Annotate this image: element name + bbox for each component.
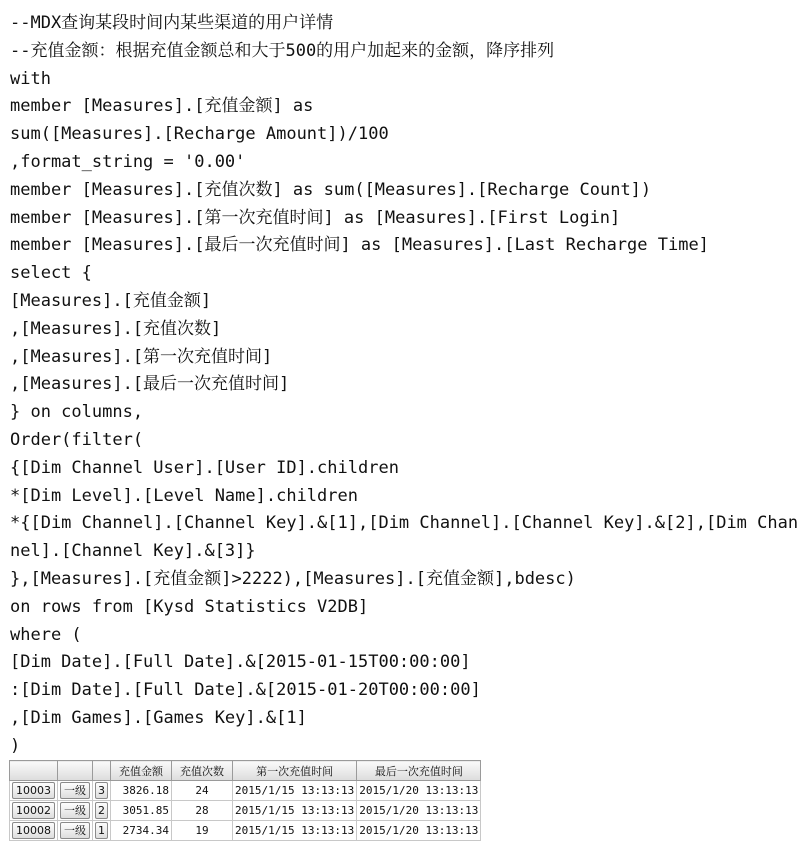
first-recharge-time-cell[interactable]: 2015/1/15 13:13:13 (233, 781, 357, 801)
code-line: :[Dim Date].[Full Date].&[2015-01-20T00:00:00] (10, 680, 481, 701)
code-line: *[Dim Level].[Level Name].children (10, 485, 358, 506)
recharge-count-cell[interactable]: 28 (172, 801, 233, 821)
row-member-cell[interactable] (93, 781, 111, 801)
last-recharge-time-cell[interactable]: 2015/1/20 13:13:13 (357, 821, 481, 841)
code-line: {[Dim Channel User].[User ID].children (10, 457, 399, 478)
recharge-count-cell[interactable]: 19 (172, 821, 233, 841)
row-member-cell[interactable] (93, 801, 111, 821)
col-header-last-recharge-time[interactable]: 最后一次充值时间 (357, 761, 481, 781)
table-row (10, 801, 481, 821)
channel-member-button[interactable]: 1 (95, 822, 108, 839)
table-row (10, 821, 481, 841)
code-line: },[Measures].[充值金额]>2222),[Measures].[充值金额],bdesc) (10, 568, 576, 589)
row-member-cell[interactable] (10, 781, 58, 801)
table-row (10, 781, 481, 801)
level-member-button[interactable]: 一级 (60, 802, 90, 819)
channel-member-button[interactable]: 3 (95, 782, 108, 799)
user-id-member-button[interactable]: 10003 (12, 782, 55, 799)
row-member-cell[interactable] (10, 821, 58, 841)
code-line: ) (10, 735, 21, 756)
recharge-amount-cell[interactable]: 3051.85 (111, 801, 172, 821)
code-line: ,[Dim Games].[Games Key].&[1] (10, 707, 307, 728)
row-header-level-col[interactable] (58, 761, 93, 781)
row-member-cell[interactable] (58, 781, 93, 801)
result-header-row (10, 761, 481, 781)
code-line: ,[Measures].[最后一次充值时间] (10, 374, 290, 395)
col-header-recharge-count[interactable]: 充值次数 (172, 761, 233, 781)
code-line: select { (10, 263, 92, 284)
code-line: on rows from [Kysd Statistics V2DB] (10, 596, 369, 617)
code-line: ,[Measures].[第一次充值时间] (10, 346, 273, 367)
code-line: --MDX查询某段时间内某些渠道的用户详情 (10, 13, 334, 33)
code-line: } on columns, (10, 402, 144, 423)
code-line: ,format_string = '0.00' (10, 151, 246, 172)
code-line: with (10, 68, 51, 89)
level-member-button[interactable]: 一级 (60, 822, 90, 839)
row-member-cell[interactable] (10, 801, 58, 821)
row-header-channel-col[interactable] (93, 761, 111, 781)
recharge-count-cell[interactable]: 24 (172, 781, 233, 801)
code-line: sum([Measures].[Recharge Amount])/100 (10, 124, 389, 145)
user-id-member-button[interactable]: 10002 (12, 802, 55, 819)
code-line: [Measures].[充值金额] (10, 290, 212, 311)
code-line: [Dim Date].[Full Date].&[2015-01-15T00:00:00] (10, 652, 471, 673)
code-line: *{[Dim Channel].[Channel Key].&[1],[Dim Channel].[Channel Key].&[2],[Dim Channel].[Channel Key].&[3]} (10, 513, 799, 562)
col-header-first-recharge-time[interactable]: 第一次充值时间 (233, 761, 357, 781)
code-line: ,[Measures].[充值次数] (10, 318, 222, 339)
row-member-cell[interactable] (93, 821, 111, 841)
row-header-user-id-col[interactable] (10, 761, 58, 781)
user-id-member-button[interactable]: 10008 (12, 822, 55, 839)
channel-member-button[interactable]: 2 (95, 802, 108, 819)
code-line: member [Measures].[充值金额] as (10, 96, 314, 117)
last-recharge-time-cell[interactable]: 2015/1/20 13:13:13 (357, 781, 481, 801)
level-member-button[interactable]: 一级 (60, 782, 90, 799)
last-recharge-time-cell[interactable]: 2015/1/20 13:13:13 (357, 801, 481, 821)
code-line: where ( (10, 624, 82, 645)
query-result-grid (9, 760, 481, 841)
code-line: Order(filter( (10, 429, 144, 450)
recharge-amount-cell[interactable]: 2734.34 (111, 821, 172, 841)
code-line: --充值金额：根据充值金额总和大于500的用户加起来的金额，降序排列 (10, 40, 555, 61)
row-member-cell[interactable] (58, 821, 93, 841)
code-line: member [Measures].[第一次充值时间] as [Measures].[First Login] (10, 207, 621, 228)
col-header-recharge-amount[interactable]: 充值金额 (111, 761, 172, 781)
mdx-query-text[interactable] (10, 10, 800, 761)
code-line: member [Measures].[充值次数] as sum([Measures].[Recharge Count]) (10, 179, 652, 200)
row-member-cell[interactable] (58, 801, 93, 821)
first-recharge-time-cell[interactable]: 2015/1/15 13:13:13 (233, 801, 357, 821)
code-line: member [Measures].[最后一次充值时间] as [Measures].[Last Recharge Time] (10, 235, 709, 256)
recharge-amount-cell[interactable]: 3826.18 (111, 781, 172, 801)
first-recharge-time-cell[interactable]: 2015/1/15 13:13:13 (233, 821, 357, 841)
